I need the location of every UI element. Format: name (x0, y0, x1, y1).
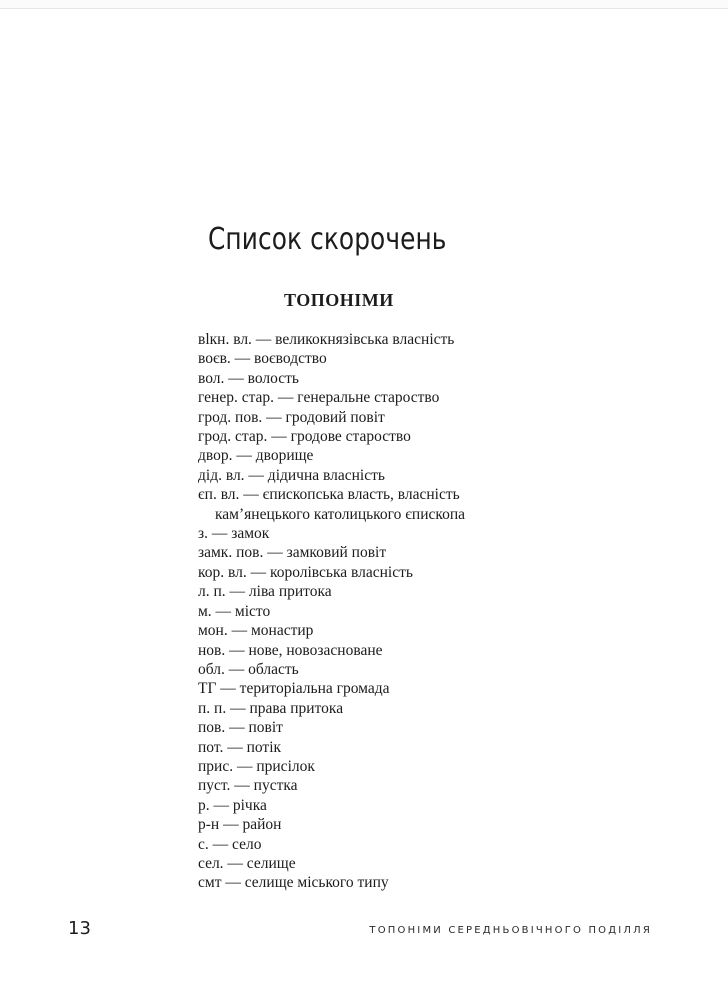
abbreviation-continuation: кам’янецького католицького єпископа (215, 505, 466, 523)
abbreviation-item (198, 815, 465, 834)
abbreviation-item (198, 757, 465, 776)
abbreviation-text: єп. вл. — єпископська власть, власність (198, 486, 460, 504)
abbreviation-item (198, 718, 465, 737)
abbreviation-text: замк. пов. — замковий повіт (198, 544, 387, 562)
top-edge-rule (0, 0, 728, 9)
abbreviation-text: мон. — монастир (198, 622, 314, 640)
abbreviation-text: р-н — район (198, 816, 282, 834)
abbreviation-text: пот. — потік (198, 738, 282, 756)
abbreviation-item (198, 699, 465, 718)
abbreviation-item (198, 582, 465, 601)
abbreviation-item (198, 330, 465, 349)
abbreviation-item (198, 602, 465, 621)
abbreviation-text: вол. — волость (198, 369, 299, 387)
abbreviation-item (198, 873, 465, 892)
abbreviation-item (198, 621, 465, 640)
abbreviation-item (198, 427, 465, 446)
abbreviation-text: ТГ — територіальна громада (198, 680, 390, 698)
abbreviation-text: смт — селище міського типу (198, 874, 389, 892)
running-title: ТОПОНІМИ СЕРЕДНЬОВІЧНОГО ПОДІЛЛЯ (369, 925, 652, 936)
abbreviation-text: пов. — повіт (198, 719, 283, 737)
abbreviation-item (198, 796, 465, 815)
abbreviation-item (198, 660, 465, 679)
abbreviation-text: двор. — дворище (198, 447, 314, 465)
abbreviation-text: п. п. — права притока (198, 699, 344, 717)
page-number: 13 (68, 918, 91, 939)
abbreviation-text: прис. — присілок (198, 757, 315, 775)
abbreviation-text: с. — село (198, 835, 262, 853)
abbreviation-text: дід. вл. — дідична власність (198, 466, 385, 484)
abbreviation-item (198, 446, 465, 465)
abbreviation-item (198, 485, 465, 524)
abbreviation-text: м. — місто (198, 602, 271, 620)
abbreviation-text: сел. — селище (198, 854, 296, 872)
abbreviation-item (198, 641, 465, 660)
abbreviation-item (198, 835, 465, 854)
abbreviation-item (198, 854, 465, 873)
abbreviation-item (198, 563, 465, 582)
abbreviation-item (198, 679, 465, 698)
abbreviation-text: грод. стар. — гродове староство (198, 428, 411, 446)
abbreviation-item (198, 369, 465, 388)
abbreviation-item (198, 408, 465, 427)
abbreviation-text: р. — річка (198, 796, 267, 814)
abbreviation-text: вlкн. вл. — великокнязівська власність (198, 331, 455, 348)
page-title: Список скорочень (208, 222, 447, 257)
abbreviation-list (198, 330, 465, 893)
abbreviation-text: пуст. — пустка (198, 777, 298, 795)
section-heading: ТОПОНІМИ (284, 290, 394, 310)
abbreviation-text: обл. — область (198, 660, 299, 678)
abbreviation-item (198, 388, 465, 407)
abbreviation-text: з. — замок (198, 525, 270, 543)
abbreviation-item (198, 543, 465, 562)
abbreviation-item (198, 349, 465, 368)
abbreviation-item (198, 776, 465, 795)
abbreviation-text: л. п. — ліва притока (198, 583, 332, 601)
abbreviation-text: генер. стар. — генеральне староство (198, 389, 440, 407)
abbreviation-item (198, 524, 465, 543)
abbreviation-item (198, 738, 465, 757)
abbreviation-text: грод. пов. — гродовий повіт (198, 408, 385, 426)
abbreviation-text: нов. — нове, новозасноване (198, 641, 383, 659)
abbreviation-item (198, 466, 465, 485)
abbreviation-text: кор. вл. — королівська власність (198, 563, 413, 581)
abbreviation-text: воєв. — воєводство (198, 350, 327, 368)
